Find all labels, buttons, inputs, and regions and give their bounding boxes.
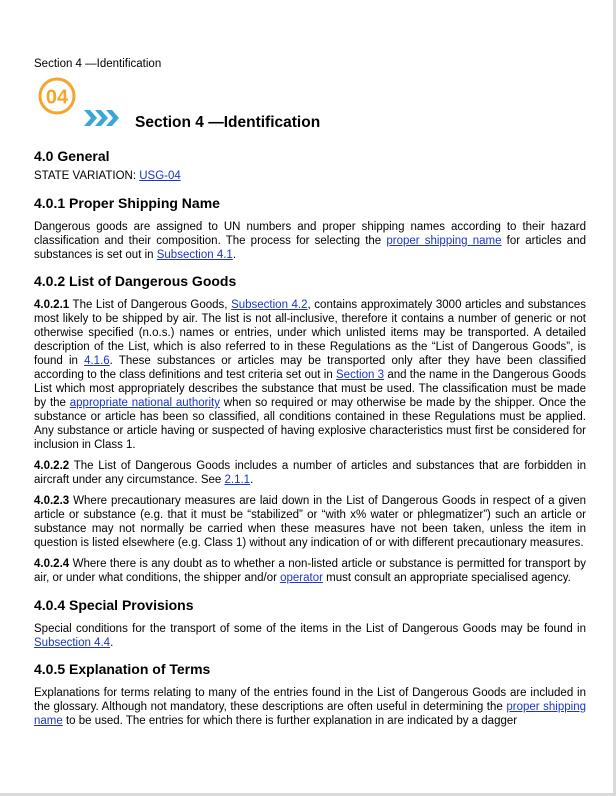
- heading-4-0-general: 4.0 General: [34, 148, 110, 164]
- paragraph-4-0-2-4: [34, 557, 586, 585]
- heading-4-0-4: 4.0.4 Special Provisions: [34, 597, 194, 613]
- paragraph-4-0-5: [34, 686, 586, 728]
- link-subsection-4-4[interactable]: Subsection 4.4: [34, 637, 111, 649]
- state-variation-label: STATE VARIATION:: [34, 170, 140, 182]
- paragraph-number: 4.0.2.4: [34, 558, 70, 570]
- text-run: .: [110, 637, 114, 649]
- paragraph-number: 4.0.2.3: [34, 495, 70, 507]
- chevron-arrows-icon: [84, 109, 120, 127]
- paragraph-4-0-2-2: [34, 459, 586, 487]
- page-content: [34, 57, 586, 728]
- link-section-3[interactable]: Section 3: [336, 369, 385, 381]
- text-run: for articles and substances is set out in: [34, 235, 586, 261]
- text-run: Special conditions for the transport of some of the items in the List of Dangerous Goods may be found in: [34, 623, 586, 635]
- paragraph-4-0-2-1: [34, 298, 586, 452]
- link-4-1-6[interactable]: 4.1.6: [84, 355, 110, 367]
- text-run: Explanations for terms relating to many of the entries found in the List of Dangerous Goods are included in the glossary. Although not mandatory, these descriptions are often useful in determining the: [34, 687, 586, 713]
- text-run: Where there is any doubt as to whether a non-listed article or substance is permitted for transport by air, or under what conditions, the shipper and/or: [34, 558, 586, 584]
- section-title: Section 4 —Identification: [135, 114, 321, 131]
- link-operator[interactable]: operator: [280, 572, 323, 584]
- text-run: The List of Dangerous Goods includes a number of articles and substances that are forbidden in aircraft under any circumstance. See: [34, 460, 586, 486]
- paragraph-4-0-2-3: [34, 494, 586, 550]
- paragraph-4-0-1: [34, 220, 586, 262]
- link-subsection-4-2[interactable]: Subsection 4.2: [231, 299, 308, 311]
- state-variation: [34, 169, 586, 183]
- text-run: Dangerous goods are assigned to UN numbers and proper shipping names according to their hazard classification and their composition. The process for selecting the: [34, 221, 586, 247]
- text-run: .: [232, 249, 237, 261]
- text-run: The List of Dangerous Goods,: [69, 299, 232, 311]
- text-run: , contains approximately 3000 articles and substances most likely to be shipped by air. The list is not all-inclusive, therefore it contains a number of generic or not otherwise specified (n.o.s.) names or entries, under which unlisted items may be transported. A detailed description of the List, which is also referred to in these Regulations as the “List of Dangerous Goods”, is found in: [34, 299, 586, 367]
- section-number-badge-text: 04: [45, 86, 69, 109]
- section-banner: [34, 72, 586, 131]
- paragraph-number: 4.0.2.1: [34, 299, 70, 311]
- link-2-1-1[interactable]: 2.1.1: [224, 474, 251, 486]
- link-proper-shipping-name-2[interactable]: proper shipping name: [34, 701, 586, 727]
- paragraph-4-0-4: [34, 622, 586, 650]
- text-run: . These substances or articles may be transported only after they have been classified according to the class definitions and test criteria set out in: [34, 355, 586, 381]
- link-subsection-4-1[interactable]: Subsection 4.1: [156, 249, 233, 261]
- heading-4-0-1: 4.0.1 Proper Shipping Name: [34, 195, 220, 211]
- heading-4-0-5: 4.0.5 Explanation of Terms: [34, 661, 211, 677]
- paragraph-number: 4.0.2.2: [34, 460, 70, 472]
- section-number-badge-icon: [38, 77, 76, 115]
- text-run: when so required or may otherwise be made by the shipper. Once the substance or article has been so classified, all conditions contained in these Regulations must be applied. Any substance or article having or suspected of having explosive characteristics must first be considered for inclusion in Class 1.: [34, 397, 586, 451]
- text-run: must consult an appropriate specialised agency.: [322, 572, 571, 584]
- text-run: Where precautionary measures are laid down in the List of Dangerous Goods in respect of a given article or substance (e.g. that it must be “stabilized” or “with x% water or phlegmatizer”) such an article or substance may not normally be carried when these measures have not been taken, unless the item in question is listed elsewhere (e.g. Class 1) without any indication of or with different precautionary measures.: [34, 495, 586, 549]
- link-usg-04[interactable]: USG-04: [139, 170, 181, 182]
- link-proper-shipping-name[interactable]: proper shipping name: [386, 235, 502, 247]
- running-header: Section 4 —Identification: [34, 58, 162, 70]
- text-run: .: [250, 474, 254, 486]
- heading-4-0-2: 4.0.2 List of Dangerous Goods: [34, 273, 237, 289]
- link-appropriate-national-authority[interactable]: appropriate national authority: [69, 397, 220, 409]
- text-run: and the name in the Dangerous Goods List which most appropriately describes the substance that must be used. The classification must be made by the: [34, 369, 587, 409]
- text-run: to be used. The entries for which there is further explanation in are indicated by a dagger: [62, 715, 518, 727]
